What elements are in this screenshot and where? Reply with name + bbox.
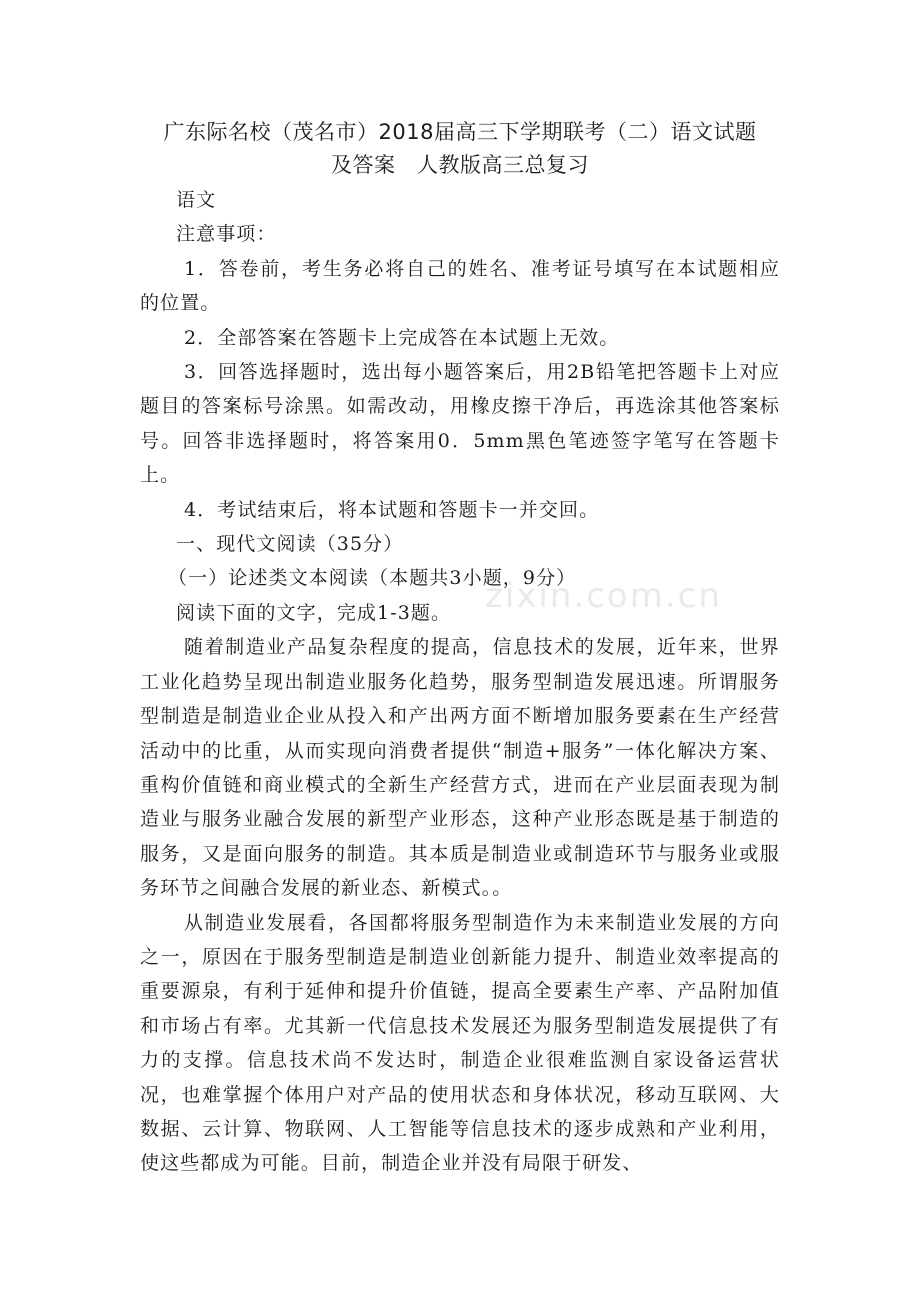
title-line-2: 及答案 人教版高三总复习 xyxy=(331,153,589,177)
reading-instruction: 阅读下面的文字，完成1-3题。 xyxy=(176,601,452,624)
notice-item-2: 2．全部答案在答题卡上完成答在本试题上无效。 xyxy=(184,326,620,349)
notice-item-1: 1．答卷前，考生务必将自己的姓名、准考证号填写在本试题相应的位置。 xyxy=(140,257,780,315)
watermark: zixin.com.cn xyxy=(485,576,722,616)
notice-item-3: 3．回答选择题时，选出每小题答案后，用2B铅笔把答题卡上对应题目的答案标号涂黑。如需改动，用橡皮擦干净后，再选涂其他答案标号。回答非选择题时，将答案用0．5mm黑色笔迹签字笔写在答题卡上。 xyxy=(140,361,780,487)
document-title xyxy=(140,116,780,182)
notice-heading: 注意事项： xyxy=(176,223,277,246)
document-body xyxy=(140,183,780,1181)
subsection-heading: （一）论述类文本阅读（本题共3小题，9分） xyxy=(168,567,577,590)
section-heading: 一、现代文阅读（35分） xyxy=(176,533,404,556)
article-paragraph-2: 从制造业发展看，各国都将服务型制造作为未来制造业发展的方向之一，原因在于服务型制造是制造业创新能力提升、制造业效率提高的重要源泉，有利于延伸和提升价值链，提高全要素生产率、产品附加值和市场占有率。尤其新一代信息技术发展还为服务型制造发展提供了有力的支撑。信息技术尚不发达时，制造企业很难监测自家设备运营状况，也难掌握个体用户对产品的使用状态和身体状况，移动互联网、大数据、云计算、物联网、人工智能等信息技术的逐步成熟和产业利用，使这些都成为可能。目前，制造企业并没有局限于研发、 xyxy=(140,911,780,1175)
article-paragraph-1: 随着制造业产品复杂程度的提高，信息技术的发展，近年来，世界工业化趋势呈现出制造业服务化趋势，服务型制造发展迅速。所谓服务型制造是制造业企业从投入和产出两方面不断增加服务要素在生产经营活动中的比重，从而实现向消费者提供“制造+服务”一体化解决方案、重构价值链和商业模式的全新生产经营方式，进而在产业层面表现为制造业与服务业融合发展的新型产业形态，这种产业形态既是基于制造的服务，又是面向服务的制造。其本质是制造业或制造环节与服务业或服务环节之间融合发展的新业态、新模式。。 xyxy=(140,636,780,900)
subject-label: 语文 xyxy=(176,189,217,211)
title-line-1: 广东际名校（茂名市）2018届高三下学期联考（二）语文试题 xyxy=(163,120,757,144)
notice-item-4: 4．考试结束后，将本试题和答题卡一并交回。 xyxy=(184,498,600,521)
